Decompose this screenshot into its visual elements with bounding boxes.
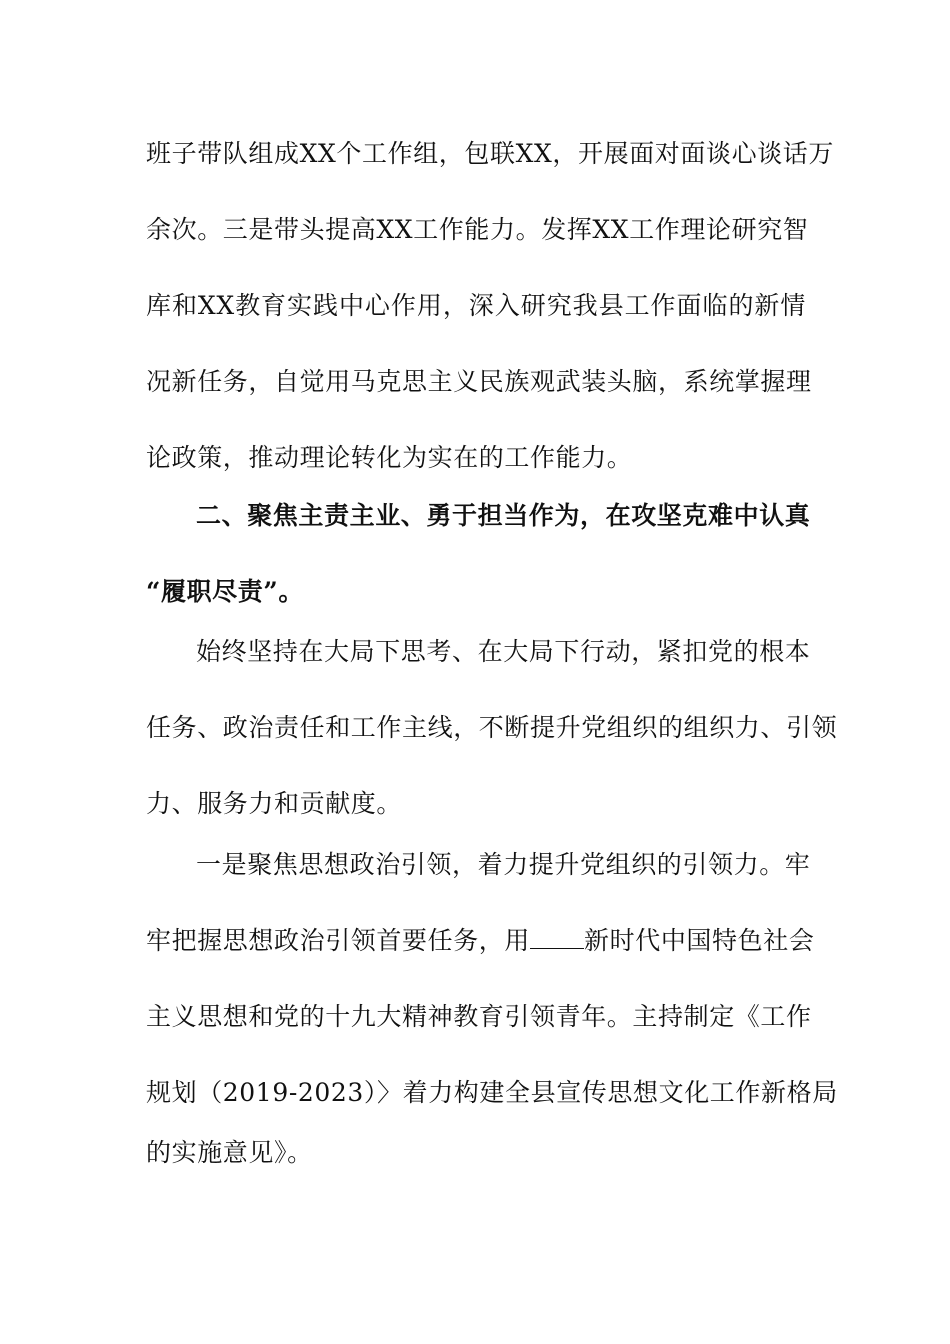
text-after-blank: 新时代中国特色社会 [584, 926, 815, 955]
section-heading-line: 二、聚焦主责主业、勇于担当作为，在攻坚克难中认真 [196, 501, 811, 530]
paragraph-line: 一是聚焦思想政治引领，着力提升党组织的引领力。牢 [196, 850, 811, 879]
paragraph-line: 规划（2019-2023）〉着力构建全县宣传思想文化工作新格局 [146, 1078, 838, 1107]
paragraph-line: 库和XX教育实践中心作用，深入研究我县工作面临的新情 [146, 291, 806, 320]
paragraph-line: 论政策，推动理论转化为实在的工作能力。 [146, 443, 633, 472]
paragraph-line: 始终坚持在大局下思考、在大局下行动，紧扣党的根本 [196, 637, 811, 666]
paragraph-line: 的实施意见》。 [146, 1138, 313, 1167]
paragraph-line: 任务、政治责任和工作主线，不断提升党组织的组织力、引领 [146, 713, 838, 742]
paragraph-line: 主义思想和党的十九大精神教育引领青年。主持制定《工作 [146, 1002, 812, 1031]
paragraph-line: 余次。三是带头提高XX工作能力。发挥XX工作理论研究智 [146, 215, 809, 244]
paragraph-line: 况新任务，自觉用马克思主义民族观武装头脑，系统掌握理 [146, 367, 812, 396]
fill-in-blank-underline [530, 926, 584, 949]
text-before-blank: 牢把握思想政治引领首要任务，用 [146, 926, 531, 955]
paragraph-line: 班子带队组成XX个工作组，包联XX，开展面对面谈心谈话万 [146, 139, 834, 168]
paragraph-line-with-blank [146, 921, 815, 961]
section-heading-line: “履职尽责”。 [146, 577, 304, 606]
paragraph-line: 力、服务力和贡献度。 [146, 789, 403, 818]
